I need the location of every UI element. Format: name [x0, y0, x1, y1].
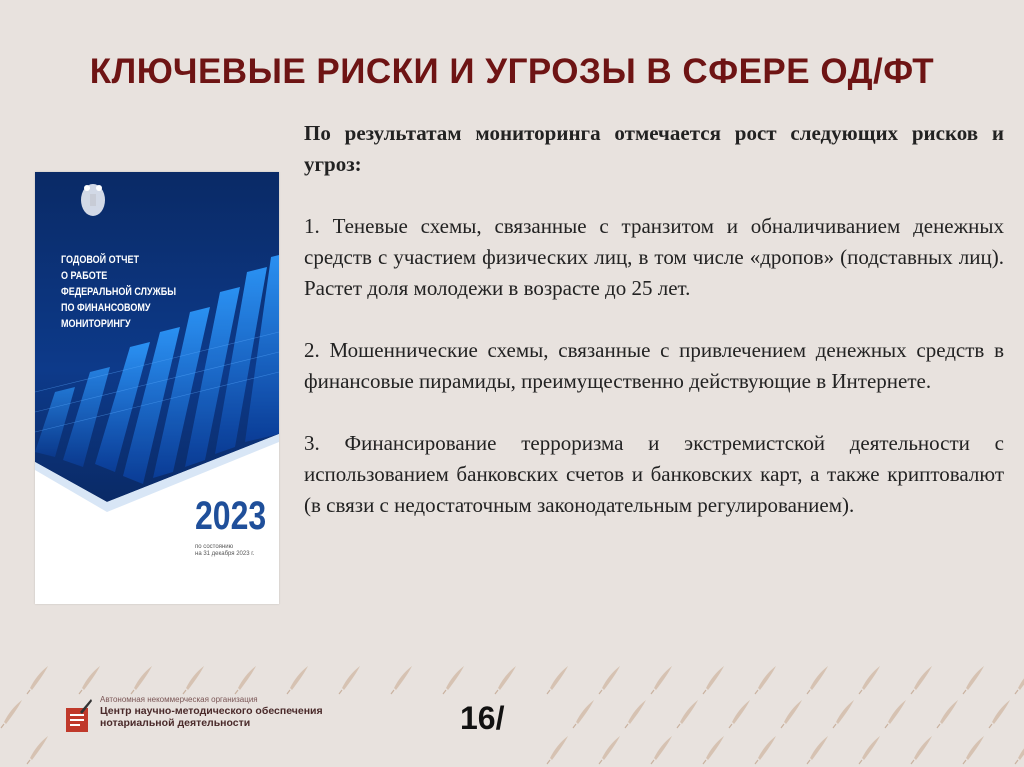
feather-icon	[937, 700, 958, 728]
intro-paragraph: По результатам мониторинга отмечается рост следующих рисков и угроз:	[304, 121, 1004, 176]
feather-icon	[391, 666, 412, 694]
feather-icon	[495, 666, 516, 694]
cover-title-line: ФЕДЕРАЛЬНОЙ СЛУЖБЫ	[61, 286, 177, 298]
feather-icon	[625, 700, 646, 728]
notary-pen-logo-icon	[66, 698, 92, 734]
cover-title-line: ПО ФИНАНСОВОМУ	[61, 302, 151, 314]
feather-icon	[1, 700, 22, 728]
content-text	[304, 118, 1004, 521]
feather-icon	[547, 736, 568, 764]
cover-title-line: О РАБОТЕ	[61, 270, 108, 282]
feather-icon	[963, 666, 984, 694]
feather-icon	[599, 736, 620, 764]
page-number: 16/	[460, 700, 505, 736]
feather-icon	[547, 666, 568, 694]
risk-item: 3. Финансирование терроризма и экстремистской деятельности с использованием банковских счетов и банковских карт, а также криптовалют (в связи с недостаточным законодательным регулированием).	[304, 431, 1004, 517]
feather-icon	[755, 666, 776, 694]
feather-icon	[131, 666, 152, 694]
feather-icon	[781, 700, 802, 728]
feather-icon	[911, 736, 932, 764]
cover-artwork	[35, 172, 279, 604]
feather-icon	[443, 666, 464, 694]
feather-icon	[27, 736, 48, 764]
feather-icon	[677, 700, 698, 728]
organization-type: Автономная некоммерческая организация	[100, 695, 258, 704]
cover-title-line: ГОДОВОЙ ОТЧЕТ	[61, 254, 140, 266]
cover-title-line: МОНИТОРИНГУ	[61, 318, 131, 330]
feather-icon	[963, 736, 984, 764]
feather-icon	[1015, 666, 1024, 694]
feather-icon	[599, 666, 620, 694]
cover-note-line: на 31 декабря 2023 г.	[195, 551, 255, 557]
double-headed-eagle-emblem	[81, 184, 105, 216]
organization-name-line: Центр научно-методического обеспечения	[100, 705, 323, 717]
cover-note-line: по состоянию	[195, 544, 234, 550]
feather-icon	[729, 700, 750, 728]
feather-icon	[703, 666, 724, 694]
cover-title	[61, 252, 225, 332]
feather-icon	[651, 736, 672, 764]
cover-note	[195, 544, 279, 558]
risk-item: 2. Мошеннические схемы, связанные с привлечением денежных средств в финансовые пирамиды, преимущественно действующие в Интернете.	[304, 338, 1004, 393]
feather-icon	[235, 666, 256, 694]
feather-icon	[911, 666, 932, 694]
feather-icon	[1015, 736, 1024, 764]
organization-name-line: нотариальной деятельности	[100, 717, 251, 729]
feather-icon	[27, 666, 48, 694]
feather-icon	[183, 666, 204, 694]
feather-icon	[859, 666, 880, 694]
feather-icon	[807, 666, 828, 694]
organization-logo	[66, 694, 336, 744]
feather-icon	[79, 666, 100, 694]
feather-icon	[885, 700, 906, 728]
feather-icon	[755, 736, 776, 764]
feather-icon	[989, 700, 1010, 728]
report-cover-image	[35, 172, 279, 604]
cover-year: 2023	[195, 494, 267, 538]
feather-icon	[339, 666, 360, 694]
slide-title: КЛЮЧЕВЫЕ РИСКИ И УГРОЗЫ В СФЕРЕ ОД/ФТ	[89, 52, 935, 91]
feather-icon	[573, 700, 594, 728]
feather-icon	[703, 736, 724, 764]
organization-name	[100, 694, 323, 729]
feather-icon	[287, 666, 308, 694]
feather-icon	[651, 666, 672, 694]
feather-icon	[807, 736, 828, 764]
risk-item: 1. Теневые схемы, связанные с транзитом и обналичиванием денежных средств с участием физических лиц, в том числе «дропов» (подставных лиц). Растет доля молодежи в возрасте до 25 лет.	[304, 214, 1004, 300]
feather-icon	[833, 700, 854, 728]
feather-icon	[859, 736, 880, 764]
